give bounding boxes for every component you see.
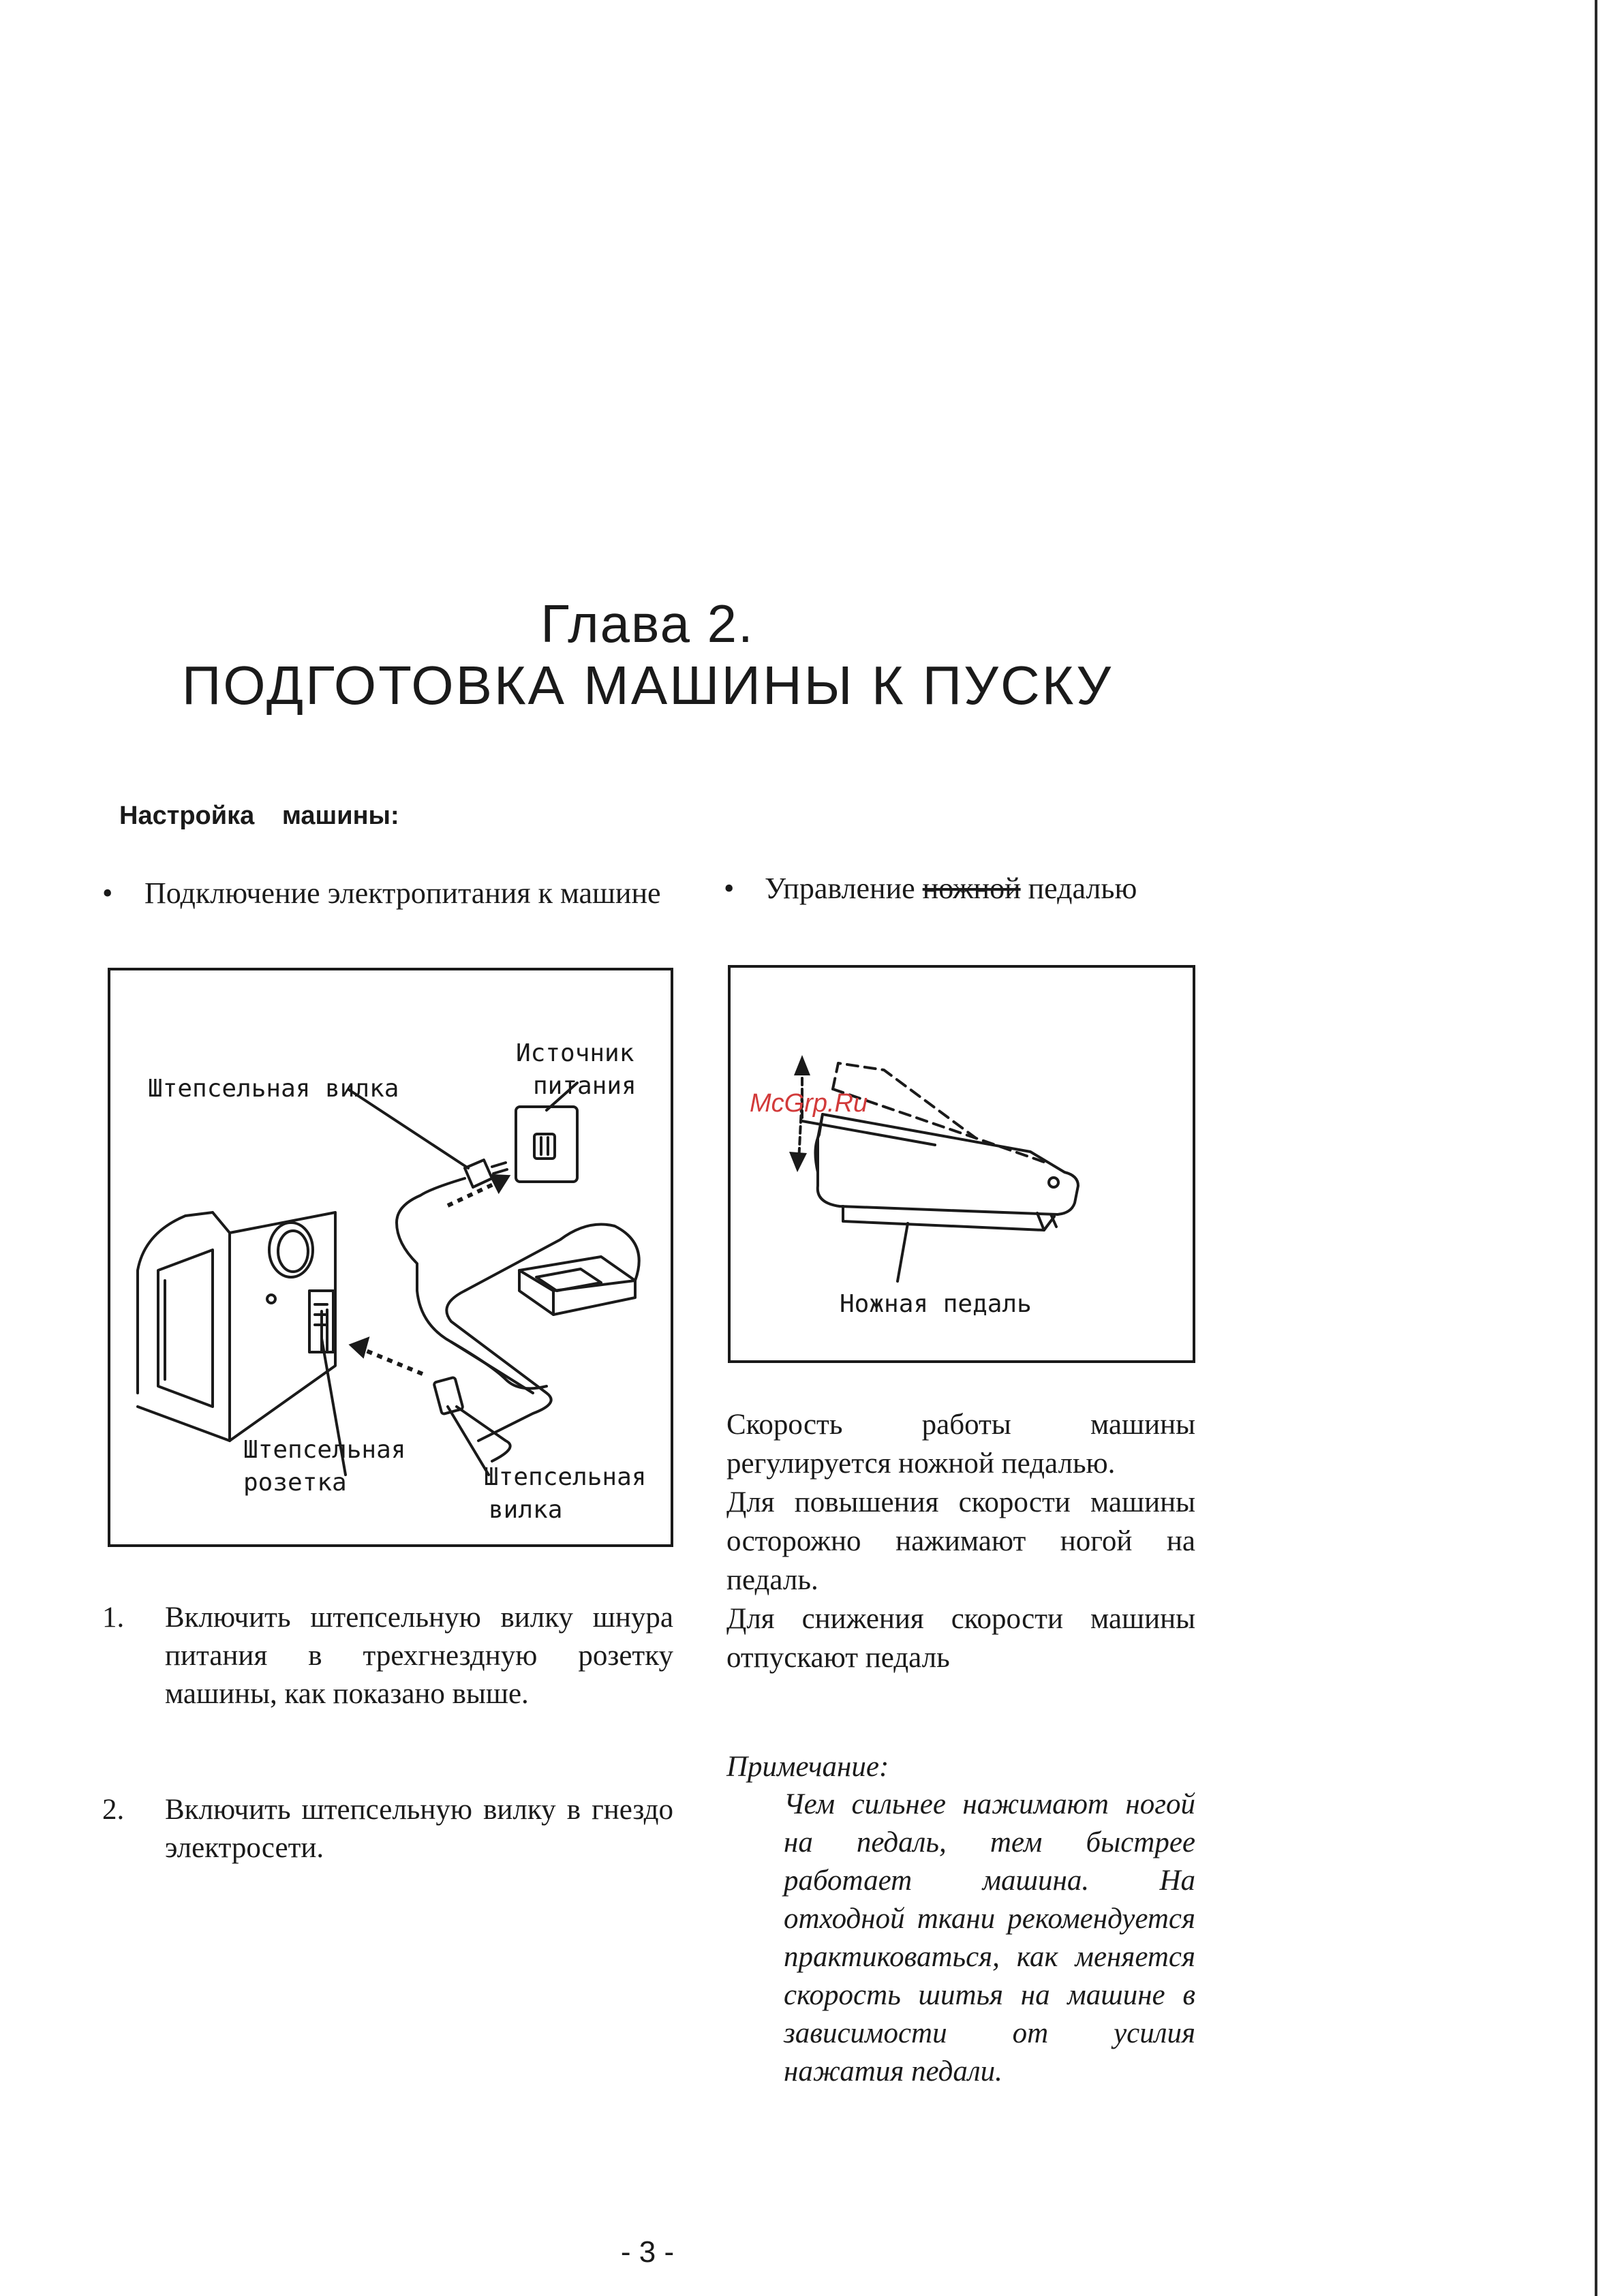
right-bullet-word-2: педалью [1028,872,1137,905]
right-bullet [724,869,1214,908]
label-socket-2: розетка [243,1469,347,1497]
page-number: - 3 - [620,2235,675,2269]
label-power-source-1: Источник [516,1039,634,1067]
label-plug-bottom-1: Штепсельная [484,1463,647,1491]
label-plug-bottom-2: вилка [489,1496,563,1524]
right-bullet-struck-word: ножной [922,872,1021,905]
right-bullet-word-1: Управление [765,872,915,905]
step-number: 2. [102,1794,125,1826]
arrow-icon [352,1340,367,1355]
left-bullet [102,874,675,913]
bullet-dot-icon: • [102,876,113,910]
step-number: 1. [102,1602,125,1634]
power-connection-figure [108,968,673,1547]
arrow-icon [492,1176,507,1190]
page-edge-line [1595,0,1597,2296]
section-title: Настройка машины: [119,801,399,830]
plug-top-icon [465,1160,492,1187]
chapter-title: Глава 2. [540,594,754,654]
foot-pedal-icon [818,1114,1078,1214]
label-foot-pedal: Ножная педаль [840,1290,1032,1318]
paragraph: Для повышения скорости машины осторожно нажимают ногой на педаль. [726,1486,1195,1596]
step-1 [102,1599,673,1713]
step-text: Включить штепсельную вилку шнура питания в трехгнездную розетку машины, как показано выше. [165,1602,673,1710]
chapter-subtitle: ПОДГОТОВКА МАШИНЫ К ПУСКУ [181,655,1114,716]
note-body: Чем сильнее нажимают ногой на педаль, тем быстрее работает машина. На отходной ткани рекомендуется практиковаться, как меняется скорость шитья на машине в зависимости от усилия нажатия педали. [784,1788,1195,2087]
machine-outline-icon [138,1212,213,1393]
paragraph: Для снижения скорости машины отпускают педаль [726,1603,1195,1674]
left-bullet-text: Подключение электропитания к машине [144,876,661,910]
right-bullet-text [765,869,1214,908]
label-plug-top: Штепсельная вилка [148,1075,399,1103]
label-power-source-2: питания [533,1072,637,1100]
paragraph: Скорость работы машины регулируется ножной педалью. [726,1409,1195,1480]
step-2 [102,1791,673,1867]
foot-pedal-figure [728,965,1195,1363]
watermark-text: McGrp.Ru [750,1089,868,1118]
step-text: Включить штепсельную вилку в гнездо электросети. [165,1794,673,1864]
arrow-up-icon [794,1055,810,1075]
label-socket-1: Штепсельная [243,1436,406,1464]
arrow-down-icon [789,1152,807,1172]
bullet-dot-icon: • [724,872,735,905]
pedal-description [726,1405,1195,1677]
note-title: Примечание: [726,1751,889,1783]
